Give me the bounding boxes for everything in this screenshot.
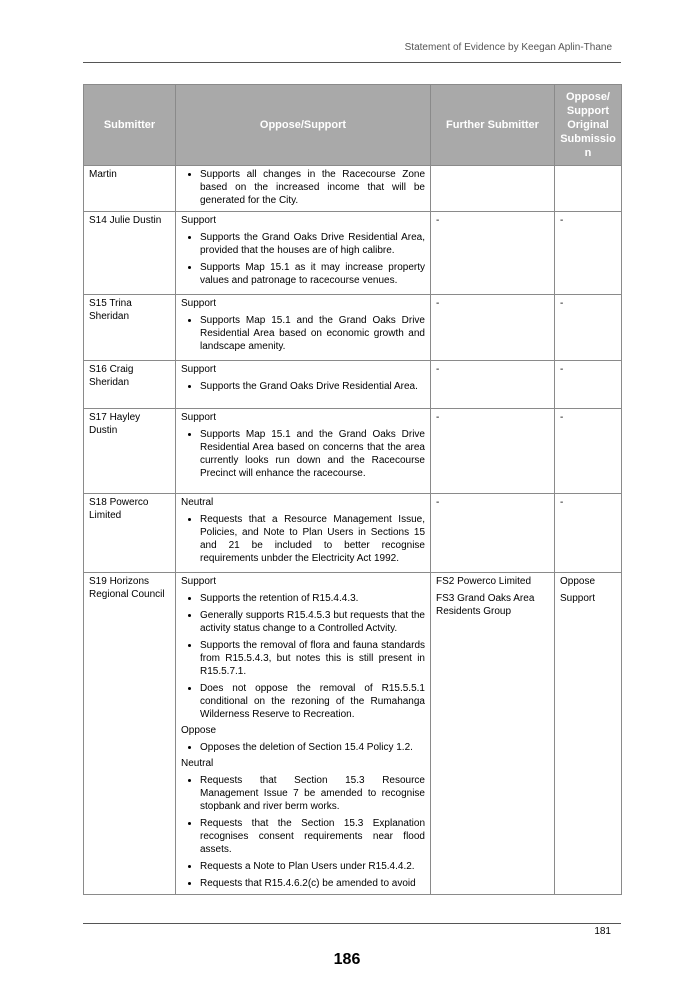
position-heading: Support bbox=[181, 364, 217, 375]
original-submission-cell bbox=[555, 573, 622, 895]
further-submitter-entry: - bbox=[436, 412, 440, 423]
position-heading: Support bbox=[181, 412, 217, 423]
table-row bbox=[84, 361, 622, 409]
position-heading: Support bbox=[181, 298, 217, 309]
table-row bbox=[84, 212, 622, 295]
column-header-further-submitter: Further Submitter bbox=[431, 85, 555, 166]
further-submitter-cell bbox=[431, 409, 555, 494]
list-item: • Opposes the deletion of Section 15.4 Policy 1.2. bbox=[200, 741, 425, 754]
submitter-cell: S19 Horizons Regional Council bbox=[84, 573, 176, 895]
original-position-entry: - bbox=[560, 298, 564, 309]
original-position-entry: Oppose bbox=[560, 576, 596, 587]
position-list bbox=[181, 231, 425, 287]
list-item: • Requests a Note to Plan Users under R15.4.4.2. bbox=[200, 860, 425, 873]
further-submitter-entry: - bbox=[436, 364, 440, 375]
further-submitter-cell bbox=[431, 361, 555, 409]
further-submitter-entry: FS3 Grand Oaks Area Residents Group bbox=[436, 593, 535, 617]
further-submitter-entry: - bbox=[436, 298, 440, 309]
oppose-support-cell bbox=[176, 212, 431, 295]
position-list bbox=[181, 380, 425, 393]
submissions-table bbox=[83, 84, 622, 895]
table-row bbox=[84, 494, 622, 573]
position-list bbox=[181, 513, 425, 565]
original-position-entry: Support bbox=[560, 593, 596, 604]
header-divider bbox=[83, 62, 621, 63]
position-group bbox=[181, 757, 425, 890]
table-row bbox=[84, 295, 622, 361]
position-list bbox=[181, 314, 425, 353]
oppose-support-cell bbox=[176, 409, 431, 494]
position-heading: Support bbox=[181, 215, 217, 226]
submitter-cell: S16 Craig Sheridan bbox=[84, 361, 176, 409]
further-submitter-cell bbox=[431, 166, 555, 212]
list-item: • Supports Map 15.1 and the Grand Oaks Drive Residential Area based on economic growth and landscape amenity. bbox=[200, 314, 425, 353]
page-number-inner: 181 bbox=[594, 926, 611, 937]
position-group bbox=[181, 411, 425, 480]
position-list bbox=[181, 592, 425, 721]
position-heading: Neutral bbox=[181, 758, 214, 769]
list-item: • Supports Map 15.1 and the Grand Oaks Drive Residential Area based on concerns that the area currently looks run down and the Racecourse Precinct will enhance the racecourse. bbox=[200, 428, 425, 480]
document-header-title: Statement of Evidence by Keegan Aplin-Thane bbox=[404, 42, 612, 53]
further-submitter-entry: FS2 Powerco Limited bbox=[436, 576, 532, 587]
list-item: • Supports Map 15.1 as it may increase property values and patronage to racecourse venues. bbox=[200, 261, 425, 287]
submitter-cell: S17 Hayley Dustin bbox=[84, 409, 176, 494]
list-item: • Supports the retention of R15.4.4.3. bbox=[200, 592, 425, 605]
submitter-cell: Martin bbox=[84, 166, 176, 212]
position-group bbox=[181, 297, 425, 353]
original-position-entry: - bbox=[560, 364, 564, 375]
position-group bbox=[181, 724, 425, 754]
position-list bbox=[181, 774, 425, 890]
column-header-original-submission: Oppose/ Support Original Submissio n bbox=[555, 85, 622, 166]
position-group bbox=[181, 363, 425, 393]
list-item: • Generally supports R15.4.5.3 but requests that the activity status change to a Controlled Actvity. bbox=[200, 609, 425, 635]
page-number-outer: 186 bbox=[333, 951, 361, 968]
original-submission-cell bbox=[555, 409, 622, 494]
oppose-support-cell bbox=[176, 166, 431, 212]
original-position-entry: - bbox=[560, 215, 564, 226]
position-group bbox=[181, 214, 425, 287]
list-item: • Supports the Grand Oaks Drive Residential Area, provided that the houses are of high calibre. bbox=[200, 231, 425, 257]
footer-divider bbox=[83, 923, 621, 924]
original-submission-cell bbox=[555, 166, 622, 212]
submitter-cell: S18 Powerco Limited bbox=[84, 494, 176, 573]
further-submitter-cell bbox=[431, 494, 555, 573]
position-heading: Support bbox=[181, 576, 217, 587]
list-item: • Does not oppose the removal of R15.5.5.1 conditional on the rezoning of the Rumahanga Wilderness Reserve to Recreation. bbox=[200, 682, 425, 721]
list-item: • Requests that Section 15.3 Resource Management Issue 7 be amended to recognise stopbank and river berm works. bbox=[200, 774, 425, 813]
position-group bbox=[181, 575, 425, 721]
further-submitter-cell bbox=[431, 573, 555, 895]
original-position-entry: - bbox=[560, 497, 564, 508]
table-body bbox=[84, 166, 622, 895]
further-submitter-cell bbox=[431, 295, 555, 361]
list-item: • Requests that R15.4.6.2(c) be amended to avoid bbox=[200, 877, 425, 890]
table-header-row bbox=[84, 85, 622, 166]
list-item: • Supports the removal of flora and fauna standards from R15.5.4.3, but notes this is still present in R15.5.7.1. bbox=[200, 639, 425, 678]
oppose-support-cell bbox=[176, 494, 431, 573]
list-item: • Supports all changes in the Racecourse Zone based on the increased income that will be generated for the City. bbox=[200, 168, 425, 207]
position-list bbox=[181, 428, 425, 480]
list-item: • Requests that the Section 15.3 Explanation recognises consent requirements near flood assets. bbox=[200, 817, 425, 856]
submitter-cell: S15 Trina Sheridan bbox=[84, 295, 176, 361]
table-row bbox=[84, 573, 622, 895]
position-list bbox=[181, 168, 425, 207]
original-submission-cell bbox=[555, 212, 622, 295]
position-heading: Neutral bbox=[181, 497, 214, 508]
oppose-support-cell bbox=[176, 361, 431, 409]
oppose-support-cell bbox=[176, 573, 431, 895]
list-item: • Requests that a Resource Management Issue, Policies, and Note to Plan Users in Sections 15 and 21 be included to better recognise requirements unbder the Electricity Act 1992. bbox=[200, 513, 425, 565]
table-row bbox=[84, 409, 622, 494]
further-submitter-cell bbox=[431, 212, 555, 295]
table-row bbox=[84, 166, 622, 212]
position-group bbox=[181, 496, 425, 565]
column-header-submitter: Submitter bbox=[84, 85, 176, 166]
position-heading: Oppose bbox=[181, 725, 217, 736]
list-item: • Supports the Grand Oaks Drive Residential Area. bbox=[200, 380, 425, 393]
position-group bbox=[181, 168, 425, 207]
column-header-oppose-support: Oppose/Support bbox=[176, 85, 431, 166]
original-submission-cell bbox=[555, 361, 622, 409]
further-submitter-entry: - bbox=[436, 215, 440, 226]
submitter-cell: S14 Julie Dustin bbox=[84, 212, 176, 295]
original-submission-cell bbox=[555, 295, 622, 361]
position-list bbox=[181, 741, 425, 754]
oppose-support-cell bbox=[176, 295, 431, 361]
original-submission-cell bbox=[555, 494, 622, 573]
further-submitter-entry: - bbox=[436, 497, 440, 508]
original-position-entry: - bbox=[560, 412, 564, 423]
